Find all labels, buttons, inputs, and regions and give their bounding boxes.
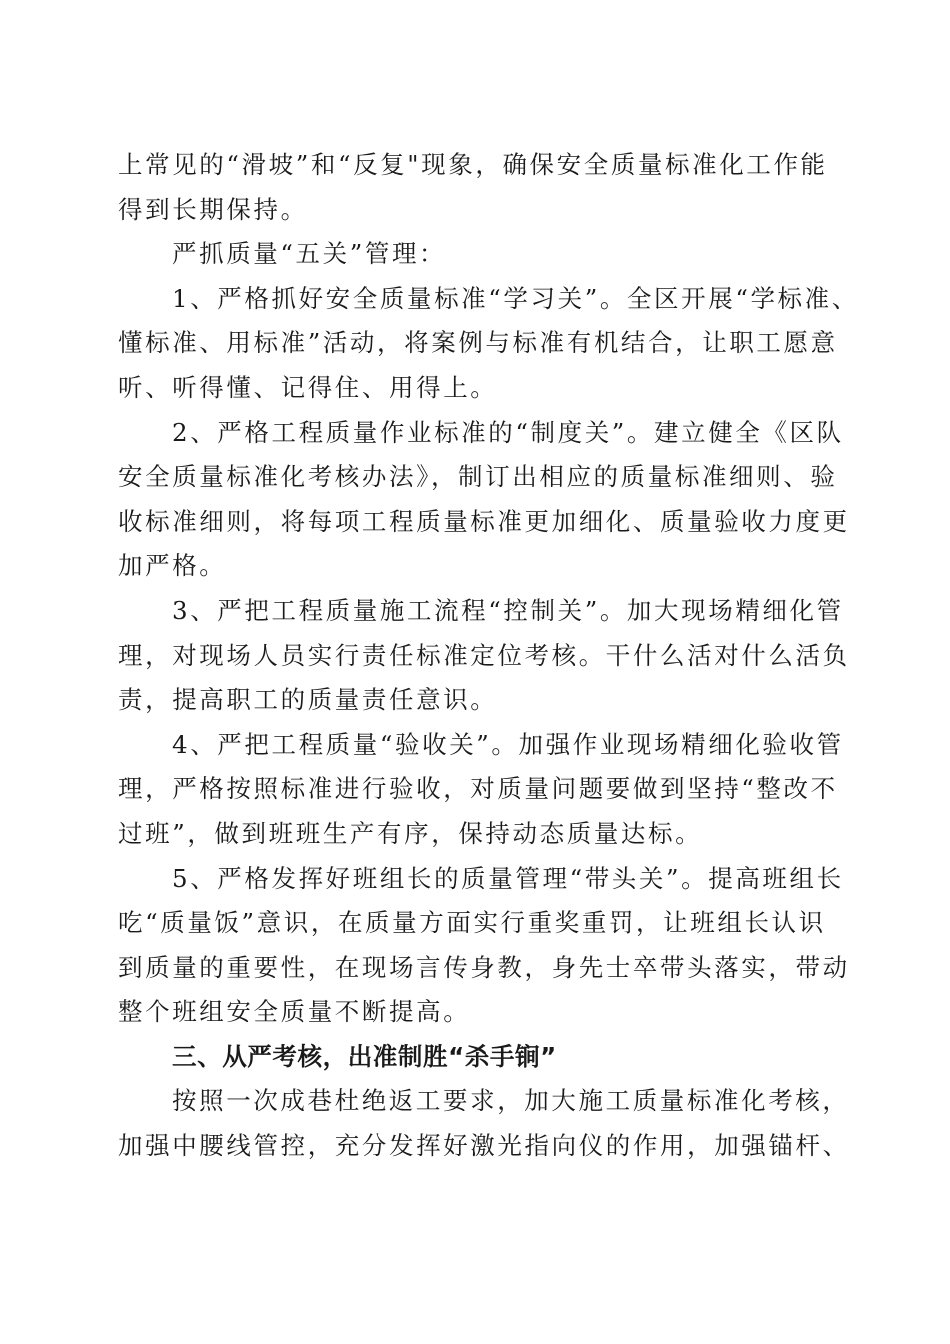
paragraph-line: 1、严格抓好安全质量标准“学习关”。全区开展“学标准、: [172, 283, 859, 313]
section-heading: 三、从严考核，出准制胜“杀手锏”: [172, 1041, 557, 1071]
paragraph-line: 理，对现场人员实行责任标准定位考核。干什么活对什么活负: [118, 640, 850, 670]
paragraph-line: 上常见的“滑坡”和“反复"现象，确保安全质量标准化工作能: [118, 150, 828, 179]
paragraph-line: 吃“质量饭”意识，在质量方面实行重奖重罚，让班组长认识: [118, 908, 826, 938]
paragraph-line: 收标准细则，将每项工程质量标准更加细化、质量验收力度更: [118, 506, 850, 536]
paragraph-line: 过班”，做到班班生产有序，保持动态质量达标。: [118, 818, 703, 848]
paragraph-line: 得到长期保持。: [118, 194, 308, 224]
paragraph-line: 到质量的重要性，在现场言传身教，身先士卒带头落实，带动: [118, 952, 850, 982]
paragraph-line: 懂标准、用标准”活动，将案例与标准有机结合，让职工愿意: [118, 328, 838, 358]
paragraph-line: 整个班组安全质量不断提高。: [118, 997, 471, 1027]
paragraph-line: 4、严把工程质量“验收关”。加强作业现场精细化验收管: [172, 729, 844, 759]
paragraph-line: 安全质量标准化考核办法》，制订出相应的质量标准细则、验: [118, 462, 838, 492]
paragraph-line: 3、严把工程质量施工流程“控制关”。加大现场精细化管: [172, 595, 844, 625]
paragraph-line: 5、严格发挥好班组长的质量管理“带头关”。提高班组长: [172, 863, 844, 893]
paragraph-line: 按照一次成巷杜绝返工要求，加大施工质量标准化考核，: [172, 1086, 850, 1116]
paragraph-line: 理，严格按照标准进行验收，对质量问题要做到坚持“整改不: [118, 774, 838, 804]
document-page: [118, 143, 859, 1169]
paragraph-line: 严抓质量“五关”管理：: [172, 239, 447, 269]
paragraph-line: 加严格。: [118, 551, 227, 581]
paragraph-line: 加强中腰线管控，充分发挥好激光指向仪的作用，加强锚杆、: [118, 1131, 850, 1161]
paragraph-line: 责，提高职工的质量责任意识。: [118, 685, 498, 715]
paragraph-line: 2、严格工程质量作业标准的“制度关”。建立健全《区队: [172, 417, 844, 447]
paragraph-line: 听、听得懂、记得住、用得上。: [118, 372, 498, 402]
